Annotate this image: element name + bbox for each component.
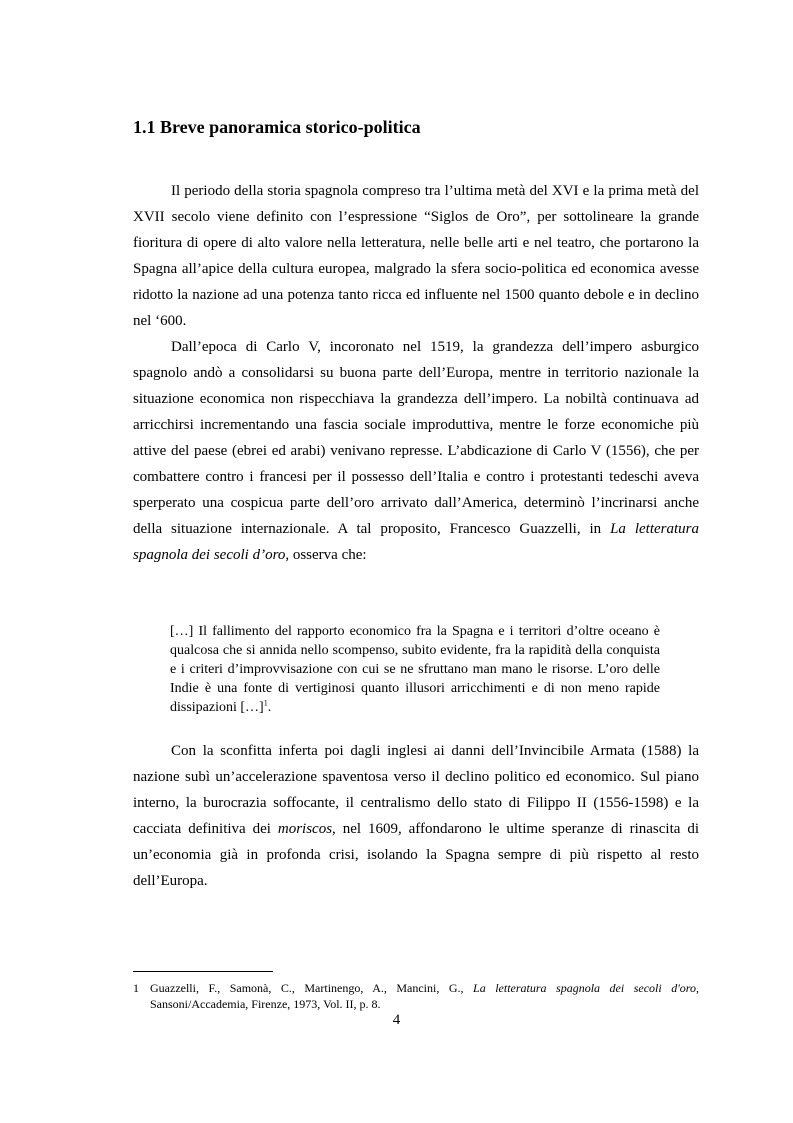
footnote-authors: Guazzelli, F., Samonà, C., Martinengo, A., Mancini, G., (150, 981, 474, 995)
footnote-publication: , Sansoni/Accademia, Firenze, 1973, Vol. II, p. 8. (150, 981, 699, 1011)
paragraph-2-text: Dall’epoca di Carlo V, incoronato nel 1519, la grandezza dell’impero asburgico spagnolo andò a consolidarsi su buona parte dell’Europa, mentre in territorio nazionale la situazione economica non rispecchiava la grandezza dell’impero. La nobiltà continuava ad arricchirsi incrementando una fascia sociale improduttiva, mentre le forze economiche più attive del paese (ebrei ed arabi) venivano represse. L’abdicazione di Carlo V (1556), che per combattere contro i francesi per il possesso dell’Italia e contro i protestanti tedeschi aveva sperperato una cospicua parte dell’oro arrivato dall’America, determinò l’incrinarsi anche della situazione internazionale. A tal proposito, Francesco Guazzelli, in (133, 339, 699, 537)
quote-text: […] Il fallimento del rapporto economico fra la Spagna e i territori d’oltre oceano è qualcosa che si annida nello scompenso, subito evidente, fra la rapidità della conquista e i criteri d’improvvisazione con cui se ne sfruttano man mano le risorse. L’oro delle Indie è una fonte di vertiginosi quanto illusori arricchimenti e di non meno rapide dissipazioni […] (170, 624, 660, 715)
section-heading: 1.1 Breve panoramica storico-politica (133, 117, 421, 137)
footnote-text (150, 980, 699, 1012)
body-text-bottom (133, 738, 699, 894)
footnote-separator (133, 971, 273, 972)
paragraph-3-text: Con la sconfitta inferta poi dagli inglesi ai danni dell’Invincibile Armata (1588) la nazione subì un’accelerazione spaventosa verso il declino politico ed economico. Sul piano interno, la burocrazia soffocante, il centralismo dello stato di Filippo II (1556-1598) e la cacciata definitiva dei (133, 743, 699, 837)
paragraph-carlo-v (133, 334, 699, 568)
paragraph-2-ending: , osserva che: (285, 547, 367, 563)
paragraph-2-book-title: La letteratura spagnola dei secoli d’oro (133, 521, 699, 563)
block-quote (170, 622, 660, 717)
paragraph-invincibile-armata (133, 738, 699, 894)
paragraph-3-ending: , nel 1609, affondarono le ultime speranze di rinascita di un’economia già in profonda crisi, isolando la Spagna sempre di più rispetto al resto dell’Europa. (133, 821, 699, 889)
paragraph-1-text: Il periodo della storia spagnola compreso tra l’ultima metà del XVI e la prima metà del XVII secolo viene definito con l’espressione “Siglos de Oro”, per sottolineare la grande fioritura di opere di alto valore nella letteratura, nelle belle arti e nel teatro, che portarono la Spagna all’apice della cultura europea, malgrado la sfera socio-politica ed economica avesse ridotto la nazione ad una potenza tanto ricca ed influente nel 1500 quanto debole e in declino nel ‘600. (133, 183, 699, 329)
footnote (133, 980, 699, 1012)
body-text-top (133, 178, 699, 568)
footnote-marker: 1 (133, 981, 139, 995)
paragraph-siglos-de-oro (133, 178, 699, 334)
footnote-reference[interactable]: 1 (263, 698, 268, 708)
footnote-book-title: La letteratura spagnola dei secoli d'oro (473, 981, 696, 995)
paragraph-3-term: moriscos (277, 821, 333, 837)
quote-end-punctuation: . (267, 700, 272, 715)
quote-paragraph (170, 622, 660, 717)
page-number: 4 (392, 1012, 401, 1028)
